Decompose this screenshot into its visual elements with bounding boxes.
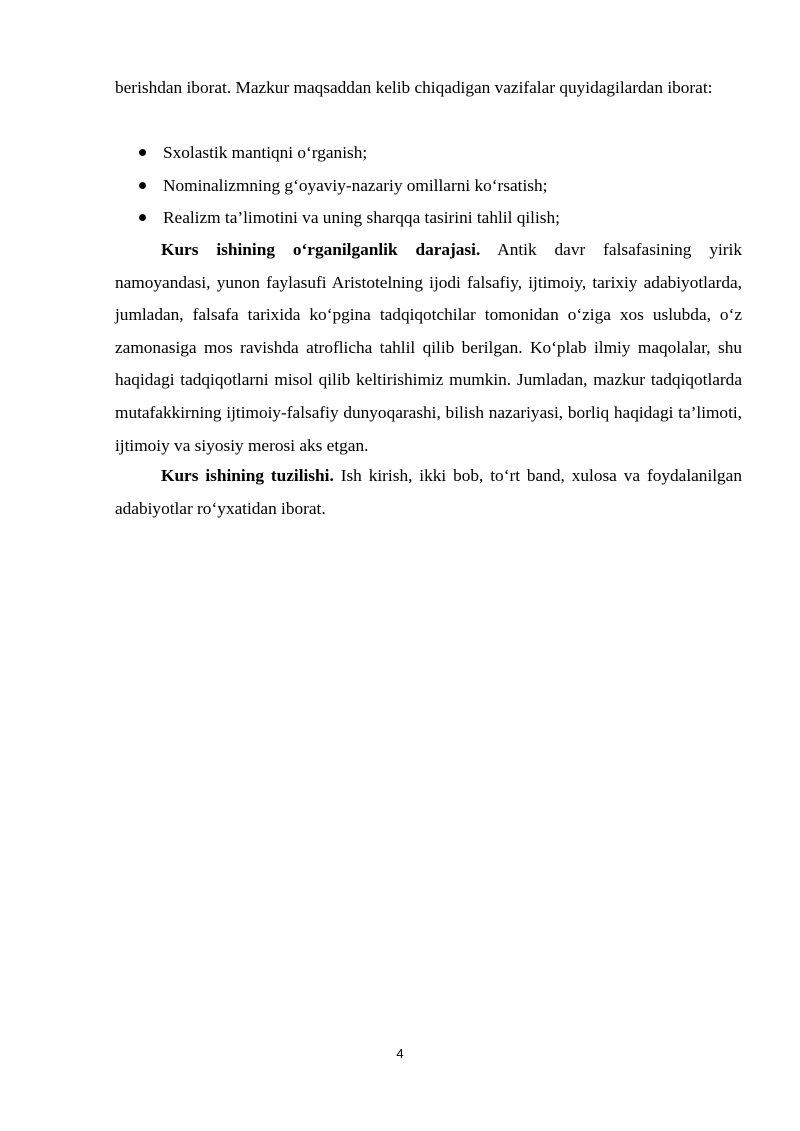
paragraph-research-degree — [115, 234, 742, 462]
page-number: 4 — [396, 1046, 404, 1061]
list-item — [115, 202, 742, 235]
section-heading-research-degree: Kurs ishining o‘rganilganlik darajasi. — [161, 240, 481, 259]
bullet-icon — [139, 214, 146, 221]
paragraph-research-text: Antik davr falsafasining yirik namoyandasi, yunon faylasufi Aristotelning ijodi falsafiy, ijtimoiy, tarixiy adabiyotlarda, jumladan, falsafa tarixida ko‘pgina tadqiqotchilar tomonidan o‘ziga xos uslubda, o‘z zamonasiga mos ravishda atroflicha tahlil qilib berilgan. Ko‘plab ilmiy maqolalar, shu haqidagi tadqiqotlarni misol qilib keltirishimiz mumkin. Jumladan, mazkur tadqiqotlarda mutafakkirning ijtimoiy-falsafiy dunyoqarashi, bilish nazariyasi, borliq haqidagi ta’limoti, ijtimoiy va siyosiy merosi aks etgan. — [115, 240, 743, 455]
list-item-text: Sxolastik mantiqni o‘rganish; — [163, 143, 368, 162]
list-item — [115, 170, 742, 203]
bullet-icon — [139, 182, 146, 189]
list-item-text: Nominalizmning g‘oyaviy-nazariy omillarni ko‘rsatish; — [163, 175, 548, 195]
paragraph-structure — [115, 460, 742, 525]
bullet-icon — [139, 149, 146, 156]
paragraph-goal-continuation: berishdan iborat. Mazkur maqsaddan kelib chiqadigan vazifalar quyidagilardan iborat: — [115, 78, 713, 97]
paragraph-structure-text: Ish kirish, ikki bob, to‘rt band, xulosa va foydalanilgan adabiyotlar ro‘yxatidan iborat. — [115, 466, 742, 518]
list-item — [115, 137, 742, 170]
section-heading-structure: Kurs ishining tuzilishi. — [161, 466, 334, 485]
task-list — [115, 137, 742, 235]
list-item-text: Realizm ta’limotini va uning sharqqa tasirini tahlil qilish; — [163, 208, 560, 228]
